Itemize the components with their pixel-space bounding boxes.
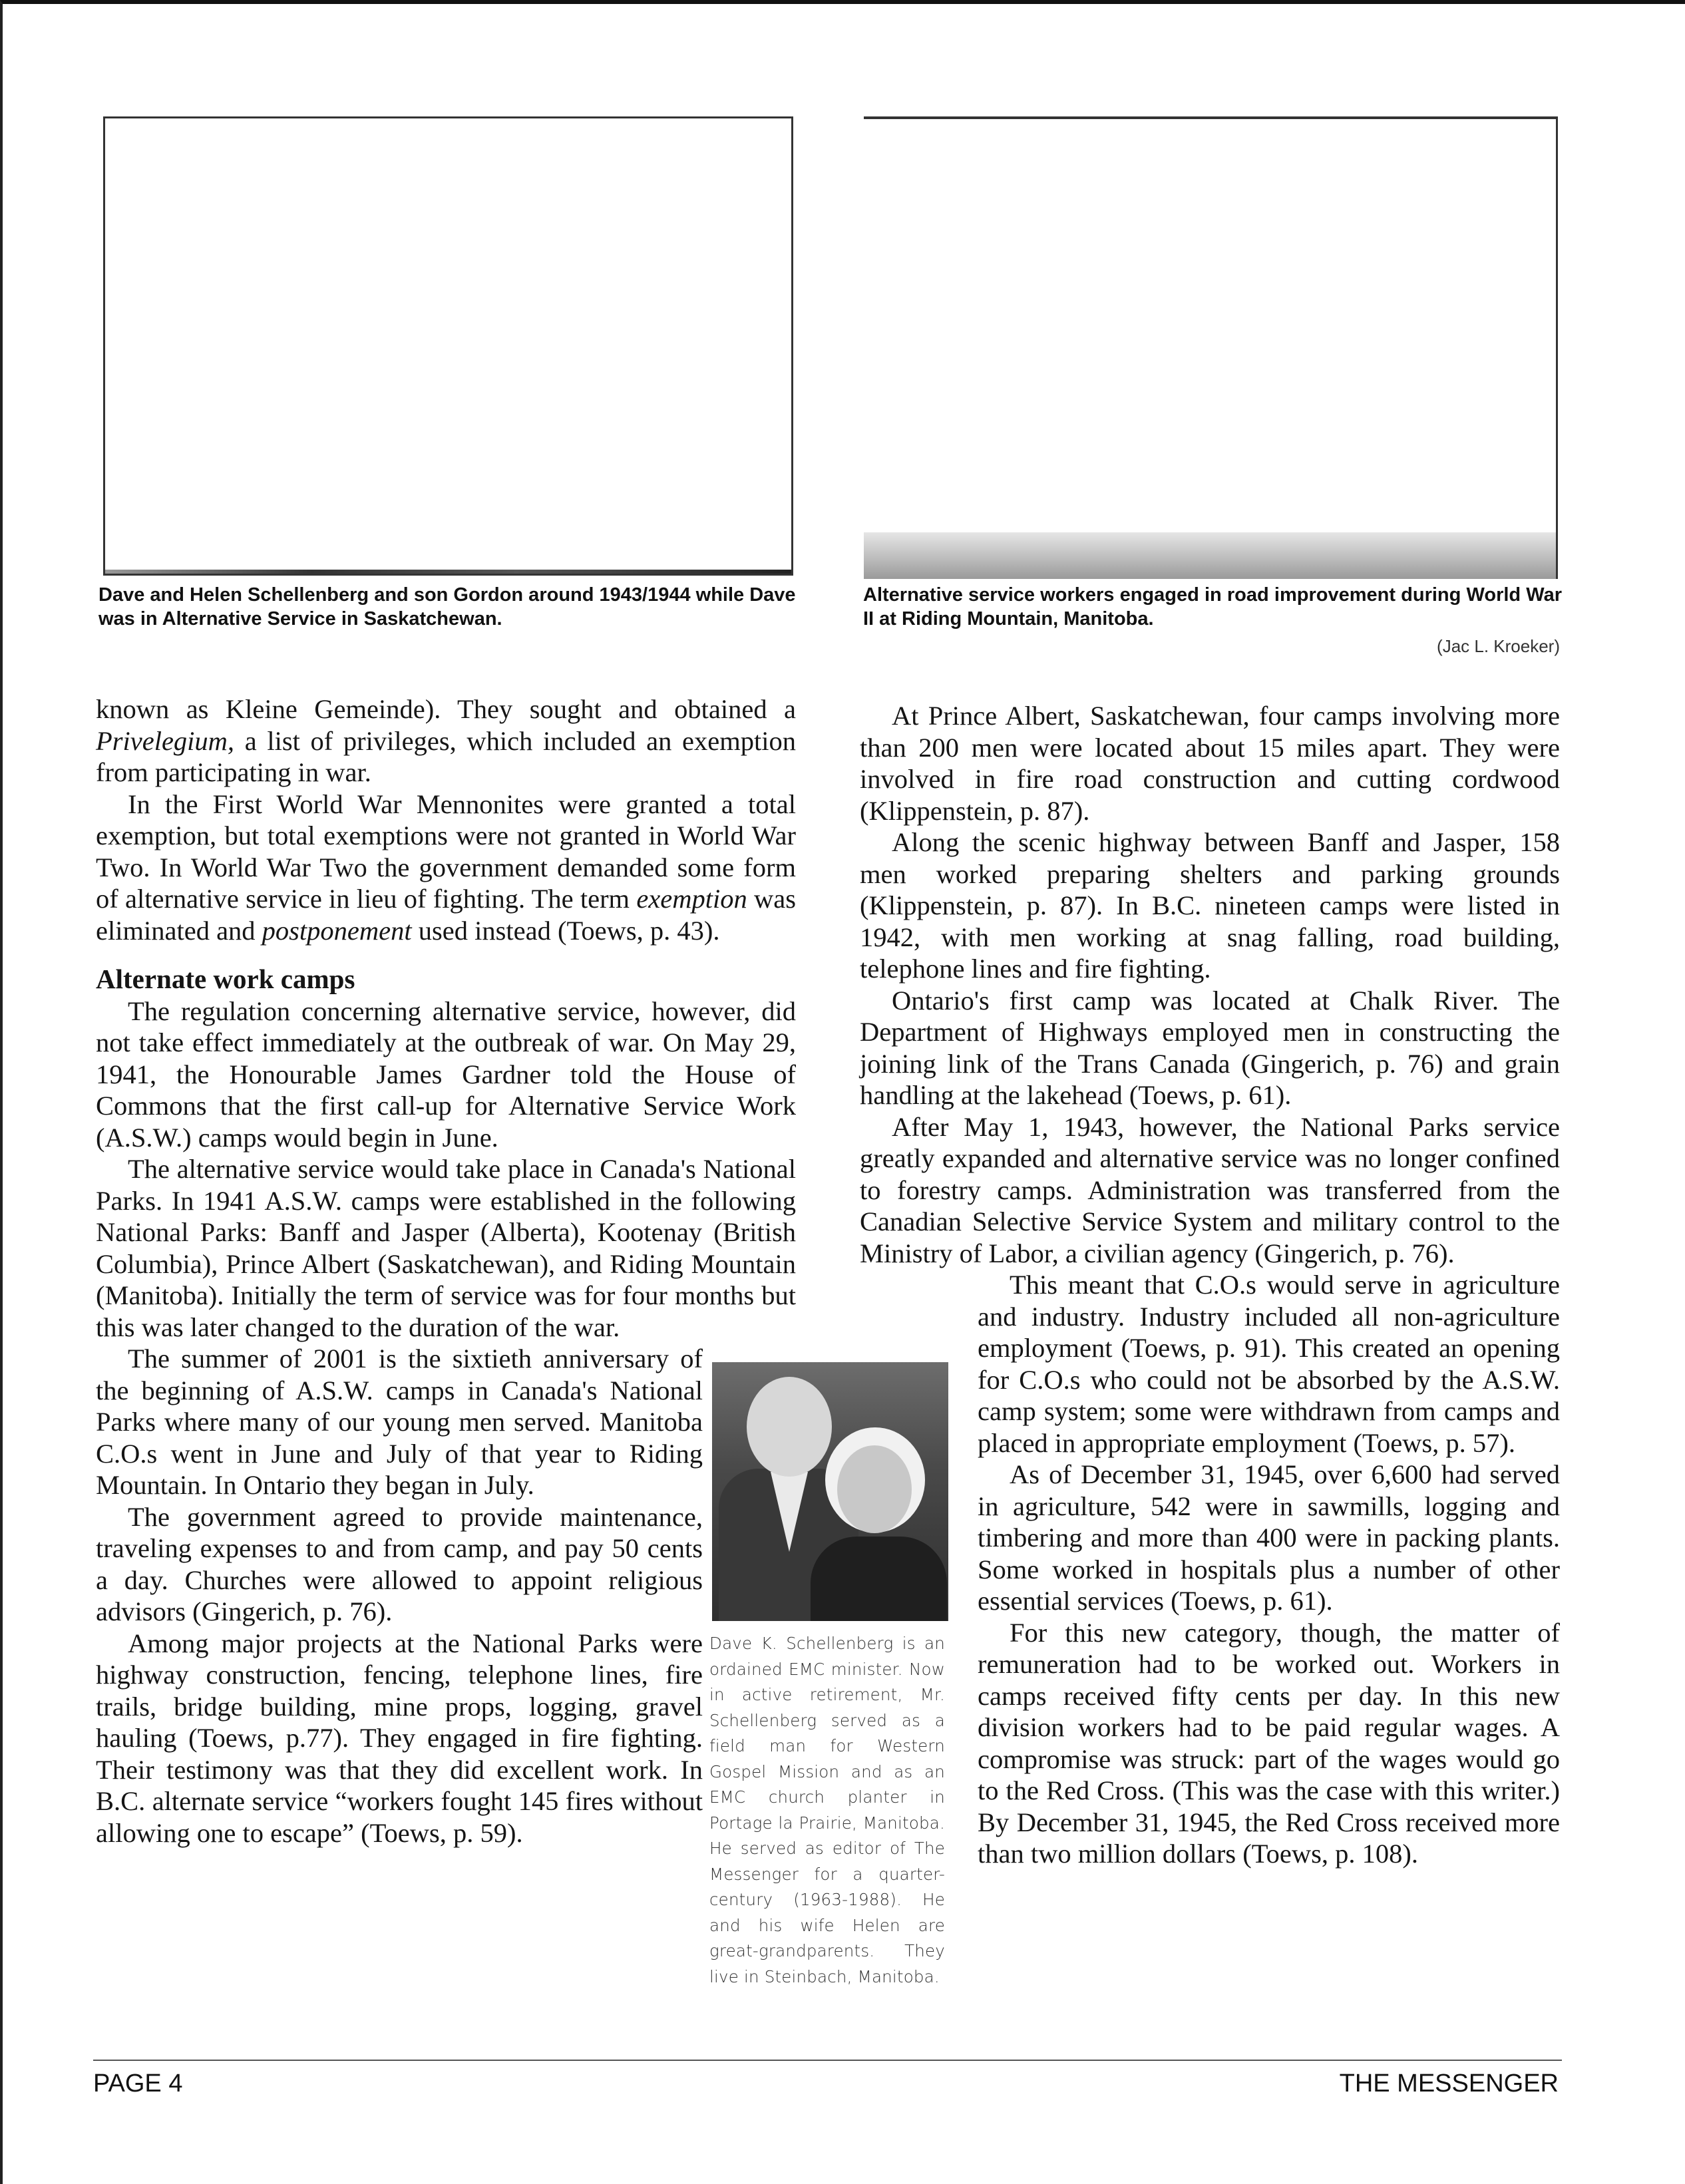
paragraph: The alternative service would take place in Canada's National Parks. In 1941 A.S.W. camps were established in the following National Parks: Banff and Jasper (Alberta), Kootenay (British Columbia), Prince Albert (Saskatchewan), and Riding Mountain (Manitoba). Initially the term of service was for four months but this was later changed to the duration of the war. — [96, 1154, 796, 1342]
family-photo-caption: Dave and Helen Schellenberg and son Gordon around 1943/1944 while Dave was in Alternative Service in Saskatchewan. — [98, 584, 796, 630]
paragraph: After May 1, 1943, however, the National Parks service greatly expanded and alternative service was no longer confined to forestry camps. Administration was transferred from the Canadian Selective Service System and military control to the Ministry of Labor, a civilian agency (Gingerich, p. 76). — [860, 1111, 1560, 1268]
paragraph: The government agreed to provide maintenance, traveling expenses to and from camp, and pay 50 cents a day. Churches were allowed to appoint religious advisors (Gingerich, p. 76). — [96, 1501, 703, 1626]
road-gravel — [864, 532, 1556, 579]
publication-name: THE MESSENGER — [1339, 2070, 1559, 2097]
paragraph: Along the scenic highway between Banff and Jasper, 158 men worked preparing shelters and parking grounds (Klippenstein, p. 87). In B.C. nineteen camps were listed in 1942, with men working at snag falling, road building, telephone lines and fire fighting. — [860, 827, 1560, 984]
road-work-photo — [864, 116, 1558, 579]
photo-credit: (Jac L. Kroeker) — [1437, 636, 1560, 656]
paragraph: This meant that C.O.s would serve in agriculture and industry. Industry included all non-agriculture employment (Toews, p. 91). This created an opening for C.O.s who could not be absorbed by the A.S.W. camp system; some were withdrawn from camps and placed in appropriate employment (Toews, p. 57). — [978, 1270, 1560, 1458]
left-column — [96, 693, 796, 2041]
footer-rule — [93, 2060, 1562, 2061]
paragraph: Among major projects at the National Parks were highway construction, fencing, telephone lines, fire trails, bridge building, mine props, logging, gravel hauling (Toews, p.77). They engaged in fire fighting. Their testimony was that they did excellent work. In B.C. alternate service “workers fought 145 fires without allowing one to escape” (Toews, p. 59). — [96, 1628, 703, 1848]
portrait-face — [747, 1377, 832, 1477]
paragraph: For this new category, though, the matter of remuneration had to be worked out. Workers in camps received fifty cents per day. In this new division workers had to be paid regular wages. A compromise was struck: part of the wages would go to the Red Cross. (This was the case with this writer.) By December 31, 1945, the Red Cross received more than two million dollars (Toews, p. 108). — [978, 1617, 1560, 1869]
road-work-photo-caption: Alternative service workers engaged in road improvement during World War II at Riding Mountain, Manitoba. — [863, 584, 1562, 630]
page-number: PAGE 4 — [93, 2070, 183, 2097]
family-photo — [103, 116, 793, 576]
paragraph: known as Kleine Gemeinde). They sought and obtained a Privelegium, a list of privileges, which included an exemption from participating in war. — [96, 694, 796, 787]
paragraph: In the First World War Mennonites were granted a total exemption, but total exemptions were not granted in World War Two. In World War Two the government demanded some form of alternative service in lieu of fighting. The term exemption was eliminated and postponement used instead (Toews, p. 43). — [96, 789, 796, 946]
right-column — [860, 700, 1560, 1870]
paragraph: The summer of 2001 is the sixtieth anniversary of the beginning of A.S.W. camps in Canada's National Parks where many of our young men served. Manitoba C.O.s went in June and July of that year to Riding Mountain. In Ontario they began in July. — [96, 1344, 703, 1500]
section-heading: Alternate work camps — [96, 964, 355, 994]
photo-edge — [105, 570, 791, 574]
paragraph: Ontario's first camp was located at Chalk River. The Department of Highways employed men in constructing the joining link of the Trans Canada (Gingerich, p. 76) and grain handling at the lakehead (Toews, p. 61). — [860, 985, 1560, 1110]
paragraph: As of December 31, 1945, over 6,600 had served in agriculture, 542 were in sawmills, logging and timbering and more than 400 were in packing plants. Some worked in hospitals plus a number of other essential services (Toews, p. 61). — [978, 1459, 1560, 1616]
paragraph: At Prince Albert, Saskatchewan, four camps involving more than 200 men were located about 15 miles apart. They were involved in fire road construction and cutting cordwood (Klippenstein, p. 87). — [860, 701, 1560, 826]
paragraph: The regulation concerning alternative service, however, did not take effect immediately at the outbreak of war. On May 29, 1941, the Honourable James Gardner told the House of Commons that the first call-up for Alternative Service Work (A.S.W.) camps would begin in June. — [96, 996, 796, 1153]
wrapped-text — [860, 1269, 1560, 1870]
portrait-caption: Dave K. Schellenberg is an ordained EMC minister. Now in active retirement, Mr. Schellenberg served as a field man for Western Gospel Mission and as an EMC church planter in Portage la Prairie, Manitoba. He served as editor of The Messenger for a quarter-century (1963-1988). He and his wife Helen are great-grandparents. They live in Steinbach, Manitoba. — [709, 1634, 945, 1986]
